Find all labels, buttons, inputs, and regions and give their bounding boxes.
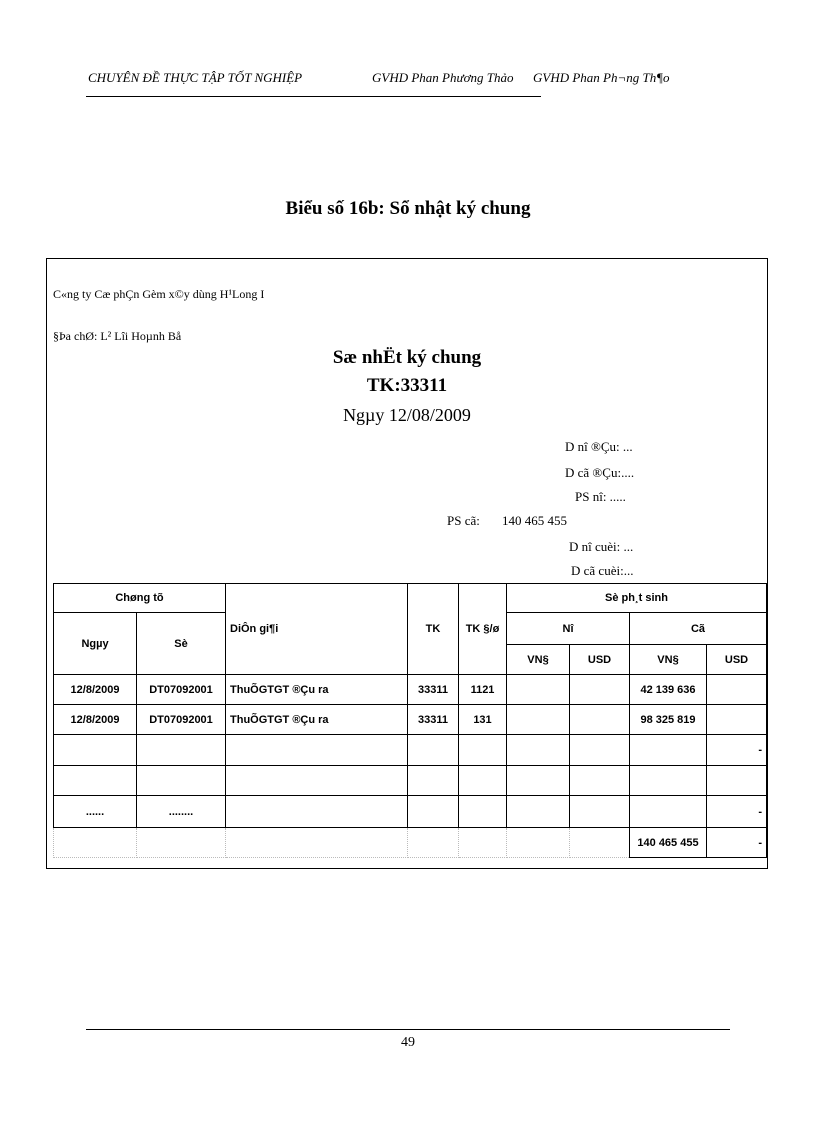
- row-date-dots: ......: [54, 796, 137, 828]
- header-voucher: Chøng tõ: [54, 584, 226, 613]
- header-number: Sè: [137, 613, 226, 675]
- row-debit-vnd: [507, 705, 570, 735]
- total-dash: -: [707, 828, 767, 858]
- header-tk-contra: TK §/ø: [459, 584, 507, 675]
- header-chapter: CHUYÊN ĐỀ THỰC TẬP TỐT NGHIỆP: [88, 70, 303, 85]
- ps-debit: PS nî: .....: [575, 489, 626, 504]
- row-debit-vnd: [507, 675, 570, 705]
- row-description: ThuÕGTGT ®Çu ra: [226, 705, 408, 735]
- header-amount: Sè ph¸t sinh: [507, 584, 767, 613]
- report-title: Sæ nhËt ký chung: [332, 347, 482, 368]
- row-date: 12/8/2009: [54, 675, 137, 705]
- closing-credit: D cã cuèi:...: [571, 563, 634, 578]
- table-row: [54, 705, 767, 735]
- table-row: [54, 675, 767, 705]
- row-description: ThuÕGTGT ®Çu ra: [226, 675, 408, 705]
- row-number: DT07092001: [137, 675, 226, 705]
- row-dash: -: [707, 796, 767, 828]
- row-credit-vnd: 98 325 819: [630, 705, 707, 735]
- row-dash: -: [707, 735, 767, 766]
- header-credit-usd: USD: [707, 645, 767, 675]
- ledger-table: [53, 583, 767, 858]
- ps-credit-label: PS cã:: [447, 513, 480, 528]
- row-tk-contra: 131: [459, 705, 507, 735]
- row-tk: 33311: [408, 705, 459, 735]
- ps-credit-value: 140 465 455: [502, 513, 567, 528]
- opening-debit: D nî ®Çu: ...: [565, 439, 633, 454]
- document-title: Biểu số 16b: Sổ nhật ký chung: [285, 198, 531, 219]
- closing-debit: D nî cuèi: ...: [569, 539, 634, 554]
- row-credit-usd: [707, 705, 767, 735]
- row-tk-contra: 1121: [459, 675, 507, 705]
- company-address: §Þa chØ: L² Lîi Hoµnh Bå: [53, 329, 182, 343]
- table-row-total: [54, 828, 767, 858]
- row-debit-usd: [570, 675, 630, 705]
- company-name: C«ng ty Cæ phÇn Gèm x©y dùng H¹Long I: [53, 287, 265, 301]
- header-advisor-legacy: GVHD Phan Ph¬ng Th¶o: [533, 70, 670, 85]
- row-debit-usd: [570, 705, 630, 735]
- report-date: Ngµy 12/08/2009: [343, 405, 471, 425]
- row-number: DT07092001: [137, 705, 226, 735]
- header-credit: Cã: [630, 613, 767, 645]
- header-date: Ngµy: [54, 613, 137, 675]
- header-rule: [86, 96, 541, 97]
- row-date: 12/8/2009: [54, 705, 137, 735]
- header-debit-vnd: VN§: [507, 645, 570, 675]
- page-number: 49: [401, 1035, 415, 1050]
- report-account: TK:33311: [366, 375, 448, 396]
- row-tk: 33311: [408, 675, 459, 705]
- ledger-frame: [46, 258, 768, 869]
- table-row-ellipsis: [54, 796, 767, 828]
- row-credit-vnd: 42 139 636: [630, 675, 707, 705]
- row-number-dots: ........: [137, 796, 226, 828]
- opening-credit: D cã ®Çu:....: [565, 465, 635, 480]
- header-advisor: GVHD Phan Phương Thảo: [372, 70, 514, 85]
- header-description: DiÔn gi¶i: [226, 584, 408, 675]
- header-tk: TK: [408, 584, 459, 675]
- table-row-empty: [54, 735, 767, 766]
- header-debit-usd: USD: [570, 645, 630, 675]
- footer-rule: [86, 1029, 730, 1030]
- header-credit-vnd: VN§: [630, 645, 707, 675]
- row-credit-usd: [707, 675, 767, 705]
- header-debit: Nî: [507, 613, 630, 645]
- table-row-empty: [54, 766, 767, 796]
- total-credit-vnd: 140 465 455: [630, 828, 707, 858]
